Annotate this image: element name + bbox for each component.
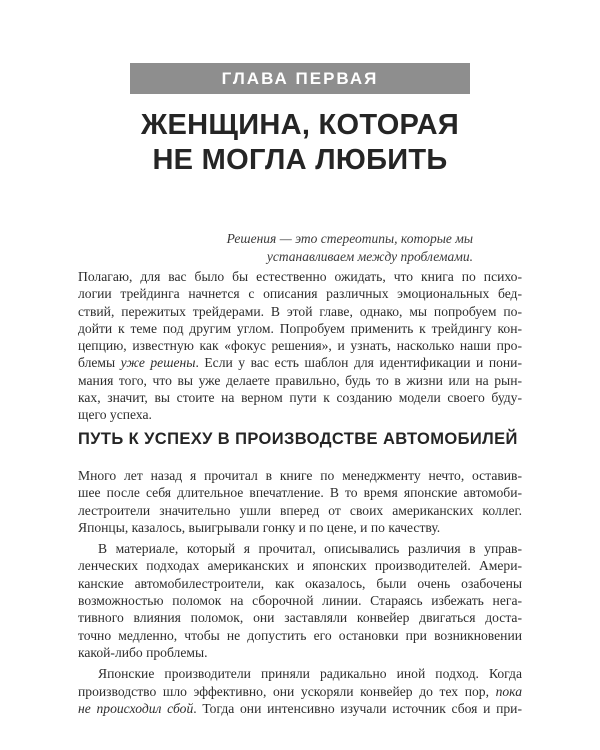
text-run: блемы xyxy=(78,355,121,371)
paragraph-1 xyxy=(78,467,522,536)
text-line: лестроители значительно ушли вперед от своих американских коллег. xyxy=(78,502,522,518)
text-line: Японцы, казалось, выигрывали гонку и по цене, и по качеству. xyxy=(78,519,441,535)
paragraph-2 xyxy=(78,540,522,661)
emphasis-text: пока xyxy=(495,683,522,699)
text-line xyxy=(78,683,522,700)
text-line: точно медленно, чтобы не допустить его остановки при возникновении xyxy=(78,627,522,643)
text-line: возможностью поломок на сборочной линии. Стараясь избежать нега- xyxy=(78,593,522,609)
text-line: логии трейдинга начнется с описания различных эмоциональных бед- xyxy=(78,286,522,302)
text-line: мания того, что вы уже делаете правильно, будь то в жизни или на рын- xyxy=(78,372,522,388)
text-line: ленческих подходах американских и японских производителей. Амери- xyxy=(78,558,522,574)
section-body xyxy=(78,467,522,717)
intro-paragraph xyxy=(78,268,522,424)
text-line: цепцию, известную как «фокус решения», и узнать, насколько наши про- xyxy=(78,338,522,354)
chapter-label: ГЛАВА ПЕРВАЯ xyxy=(221,68,379,88)
text-line: щего успеха. xyxy=(78,407,152,423)
emphasis-text: не происходил сбой xyxy=(78,700,194,716)
text-line: Много лет назад я прочитал в книге по менеджменту нечто, оставив- xyxy=(78,468,522,483)
text-line: какой-либо проблемы. xyxy=(78,644,208,660)
text-line: дойти к теме под другим углом. Попробуем применить к трейдингу кон- xyxy=(78,320,522,336)
epigraph xyxy=(153,230,473,266)
text-line: канские автомобилестроители, как оказалось, были очень озабочены xyxy=(78,575,522,591)
text-line xyxy=(78,700,522,717)
chapter-title-line-2: НЕ МОГЛА ЛЮБИТЬ xyxy=(152,144,448,176)
paragraph-3 xyxy=(78,665,522,717)
text-line: Японские производители приняли радикально иной подход. Когда xyxy=(98,666,522,682)
chapter-title xyxy=(0,108,600,178)
text-run: производство шло эффективно, они ускоряли конвейер до тех пор, xyxy=(78,683,496,699)
epigraph-line-2: устанавливаем между проблемами. xyxy=(266,249,473,264)
text-line xyxy=(78,354,522,371)
chapter-title-line-1: ЖЕНЩИНА, КОТОРАЯ xyxy=(140,109,460,141)
text-line: тивного влияния поломок, они заставляли конвейер двигаться доста- xyxy=(78,610,522,626)
text-run: . Тогда они интенсивно изучали источник сбоя и при- xyxy=(193,700,522,716)
text-run: . Если у вас есть шаблон для идентификации и пони- xyxy=(195,355,522,371)
text-line: В материале, который я прочитал, описывались различия в управ- xyxy=(98,541,522,557)
chapter-label-bar xyxy=(130,63,470,94)
emphasis-text: уже решены xyxy=(120,355,196,371)
epigraph-line-1: Решения — это стереотипы, которые мы xyxy=(226,231,473,246)
text-line: шее после себя длительное впечатление. В то время японские автомоби- xyxy=(78,485,522,501)
text-line: Полагаю, для вас было бы естественно ожидать, что книга по психо- xyxy=(78,269,522,284)
text-line: ках, значит, вы стоите на верном пути к созданию модели своего буду- xyxy=(78,390,522,406)
section-heading: ПУТЬ К УСПЕХУ В ПРОИЗВОДСТВЕ АВТОМОБИЛЕЙ xyxy=(78,430,518,448)
text-line: ствий, пережитых трейдерами. В этой главе, однако, мы попробуем по- xyxy=(78,303,522,319)
